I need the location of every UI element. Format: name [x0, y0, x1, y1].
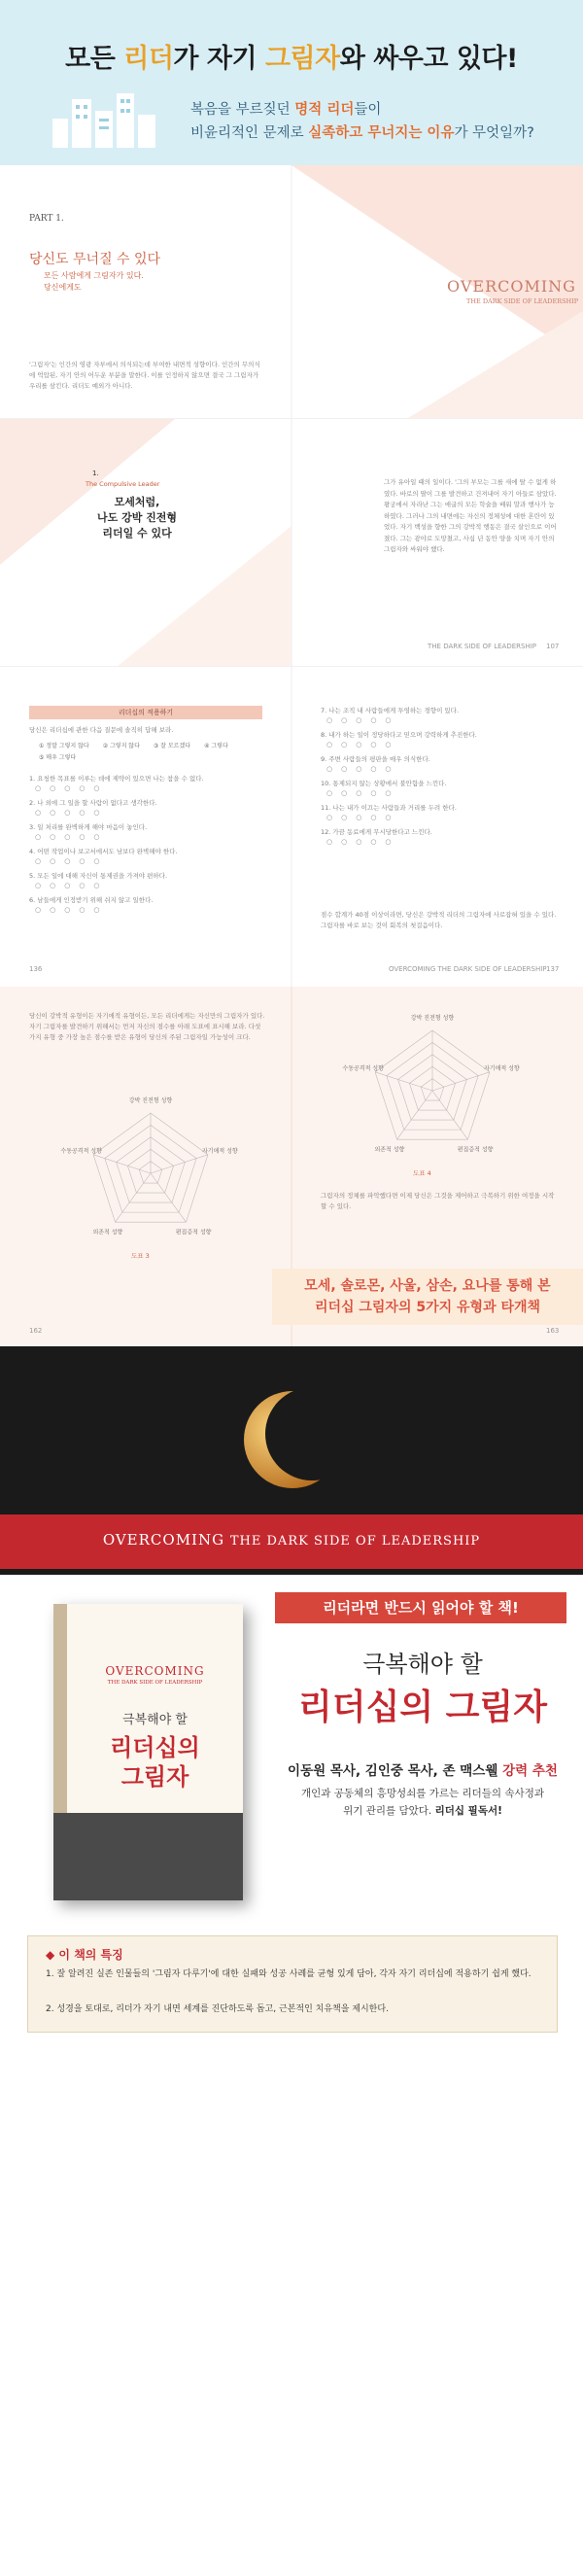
big-title-1: 극복해야 할	[362, 1651, 483, 1678]
book-logo: OVERCOMING	[447, 277, 576, 296]
question-text: 7. 나는 조직 내 사람들에게 투영하는 경향이 있다.	[321, 707, 460, 714]
radar-label: 강박 진전형 성향	[410, 1015, 455, 1022]
radar-axis	[432, 1091, 467, 1139]
chapter-sub-1: 모든 사람에게 그림자가 있다.	[44, 271, 144, 280]
book-mockup	[53, 1604, 243, 1900]
body-left: 당신이 강박적 유형이든 자기애적 유형이든, 모든 리더에게는 자신만의 그림자가 있다. 자기 그림자를 발견하기 위해서는 먼저 자신의 점수를 아래 도표에 표시해 보라. 다섯 가지 유형 중 가장 높은 점수를 받은 유형이 당신의 주된 그림자일 가능성이 크다.	[29, 1012, 265, 1041]
chart-caption-right: 도표 4	[413, 1169, 431, 1177]
question-item	[29, 822, 267, 841]
book-mockup-band	[53, 1813, 243, 1900]
feature-item-1: 1. 잘 알려진 실존 인물들의 '그림자 다루기'에 대한 실패와 성공 사례를 균형 있게 담아, 각자 자기 리더십에 적용하기 쉽게 했다.	[46, 1969, 532, 1979]
radar-label: 편집증적 성향	[457, 1146, 494, 1154]
answer-circles: ○○○○○	[326, 838, 400, 846]
question-item	[321, 803, 559, 821]
question-text: 1. 요청한 목표를 이루는 데에 제약이 있으면 나는 참을 수 없다.	[29, 775, 204, 783]
promo-header	[0, 0, 583, 165]
answer-circles: ○○○○○	[35, 882, 109, 889]
city-buildings-icon	[51, 89, 159, 150]
question-text: 5. 모든 일에 대해 자신이 통제권을 가져야 편하다.	[29, 872, 168, 880]
answer-circles: ○○○○○	[35, 906, 109, 914]
answer-circles: ○○○○○	[326, 765, 400, 773]
book-mockup-kor2: 리더십의	[110, 1734, 200, 1761]
chapter-label: The Compulsive Leader	[86, 480, 160, 488]
page-number: 107	[546, 643, 560, 650]
header-title: 모든 리더가 자기 그림자와 싸우고 있다!	[65, 44, 518, 74]
chapter-num: 1.	[92, 470, 99, 477]
answer-circles: ○○○○○	[326, 741, 400, 748]
question-item	[29, 774, 267, 792]
question-item	[29, 895, 267, 914]
page-number-left: 136	[29, 965, 43, 973]
feature-box	[27, 1935, 558, 2033]
answer-circles: ○○○○○	[35, 809, 109, 817]
part-label: PART 1.	[29, 214, 64, 224]
question-text: 10. 통제되지 않는 상황에서 불안함을 느낀다.	[321, 780, 447, 787]
answer-circles: ○○○○○	[35, 833, 109, 841]
question-item	[29, 871, 267, 889]
answer-circles: ○○○○○	[35, 784, 109, 792]
question-item	[321, 827, 559, 846]
book-mockup-kor3: 그림자	[120, 1763, 189, 1791]
description: 개인과 공동체의 흥망성쇠를 가르는 리더들의 속사정과 위기 관리를 담았다. 리더십 필독서!	[301, 1788, 544, 1817]
body-right: 그림자의 정체를 파악했다면 이제 당신은 그것을 제어하고 극복하기 위한 여정을 시작할 수 있다.	[321, 1192, 555, 1210]
radar-label: 편집증적 성향	[175, 1229, 212, 1236]
book-spread-1	[0, 165, 583, 418]
radar-label: 의존적 성향	[374, 1146, 405, 1154]
question-text: 8. 내가 하는 일이 정당하다고 믿으며 강력하게 추진한다.	[321, 731, 477, 739]
big-title-2: 리더십의 그림자	[298, 1687, 547, 1727]
book-cover-section	[0, 1346, 583, 2061]
chapter-body: 그가 유아일 때의 일이다. '그의 부모는 그를 새에 탈 수 없게 하였다. 바로의 딸이 그를 발견하고 건져내어 자기 아들로 삼았다. 왕궁에서 자라난 그는 애굽의 모든 학술을 배워 말과 행사가 능하였다. 그러나 그의 내면에는 자신의 정체성에 대한 혼란이 있었다. 자기 백성을 향한 그의 강박적 행동은 결국 살인으로 이어졌다. 그는 광야로 도망쳤고, 사십 년 동안 양을 치며 자기 안의 그림자와 싸워야 했다.	[384, 478, 557, 553]
question-list-left	[29, 774, 267, 920]
answer-options: ① 정말 그렇지 않다 ② 그렇지 않다 ③ 잘 모르겠다 ④ 그렇다 ⑤ 매우 그렇다	[39, 743, 228, 761]
answer-circles: ○○○○○	[326, 814, 400, 821]
chapter-sub-2: 당신에게도	[44, 283, 82, 292]
question-text: 4. 어떤 작업이나 보고서에서도 남보다 완벽해야 한다.	[29, 848, 178, 855]
question-item	[321, 754, 559, 773]
book-spread-4	[0, 987, 583, 1346]
page-number-left: 162	[29, 1327, 43, 1335]
header-subtitle: 복음을 부르짖던 명적 리더들이 비윤리적인 문제로 실족하고 무너지는 이유가 무엇일까?	[190, 102, 534, 141]
question-text: 11. 나는 내가 이끄는 사람들과 거리를 두려 한다.	[321, 804, 457, 812]
question-item	[29, 847, 267, 865]
radar-label: 수동공격적 성향	[60, 1147, 102, 1155]
radar-label: 강박 진전형 성향	[128, 1097, 173, 1104]
feature-title: ◆ 이 책의 특징	[46, 1948, 123, 1962]
radar-label: 자기애적 성향	[201, 1147, 238, 1155]
feature-item-2: 2. 성경을 토대로, 리더가 자기 내면 세계를 진단하도록 돕고, 근본적인 치유책을 제시한다.	[46, 2004, 389, 2014]
book-logo-sub: THE DARK SIDE OF LEADERSHIP	[466, 297, 579, 305]
chart-caption-left: 도표 3	[131, 1252, 150, 1260]
question-text: 12. 가끔 동료에게 무시당한다고 느낀다.	[321, 828, 432, 836]
radar-chart-right	[335, 1001, 530, 1166]
radar-axis	[397, 1091, 432, 1139]
radar-axis	[151, 1155, 208, 1173]
question-item	[321, 730, 559, 748]
question-text: 6. 남들에게 인정받기 위해 쉬지 않고 일한다.	[29, 896, 154, 904]
radar-axis	[93, 1155, 151, 1173]
answer-circles: ○○○○○	[35, 857, 109, 865]
radar-label: 자기애적 성향	[483, 1064, 520, 1072]
book-spread-2	[0, 418, 583, 666]
recommend-banner: 리더라면 반드시 읽어야 할 책!	[275, 1592, 566, 1623]
radar-chart-left	[53, 1084, 248, 1249]
question-text: 2. 나 외에 그 일을 할 사람이 없다고 생각한다.	[29, 799, 157, 807]
eclipse-moon-icon	[238, 1385, 347, 1494]
question-item	[321, 779, 559, 797]
highlight-callout: 모세, 솔로몬, 사울, 삼손, 요나를 통해 본 리더십 그림자의 5가지 유형과 타개책	[272, 1269, 583, 1325]
radar-axis	[375, 1072, 432, 1091]
radar-label: 수동공격적 성향	[342, 1064, 384, 1072]
radar-axis	[151, 1173, 186, 1222]
book-mockup-title: OVERCOMING	[105, 1664, 205, 1678]
page-footer: THE DARK SIDE OF LEADERSHIP	[428, 643, 537, 650]
radar-axis	[116, 1173, 151, 1222]
question-item	[321, 706, 559, 724]
radar-label: 의존적 성향	[92, 1229, 123, 1236]
radar-axis	[432, 1072, 490, 1091]
exercise-intro: 당신은 리더십에 관한 다음 질문에 솔직히 답해 보라.	[29, 726, 174, 734]
endorsement: 이동원 목사, 김인중 목사, 존 맥스웰 강력 추천	[288, 1763, 558, 1779]
book-mockup-kor1: 극복해야 할	[122, 1713, 188, 1727]
diamond-icon: ◆	[46, 1948, 55, 1962]
page-number-right: 163	[546, 1327, 560, 1335]
question-list-right	[321, 706, 559, 852]
chapter-paragraph: '그림자'는 인간의 영광 자부에서 의식되는데 부여한 내면적 성향이다. 인간의 무의식에 억압된, 자기 안의 어두운 부분을 말한다. 이를 인정하지 않으면 결국 그 그림자가 우리를 삼킨다. 리더도 예외가 아니다.	[29, 361, 260, 390]
question-text: 3. 일 처리를 완벽하게 해야 마음이 놓인다.	[29, 823, 148, 831]
page-footer: OVERCOMING THE DARK SIDE OF LEADERSHIP	[389, 965, 547, 973]
question-item	[29, 798, 267, 817]
question-text: 9. 주변 사람들의 평판을 매우 의식한다.	[321, 755, 430, 763]
exercise-note: 점수 합계가 40점 이상이라면, 당신은 강박적 리더의 그림자에 사로잡혀 있을 수 있다. 그림자를 바로 보는 것이 회복의 첫걸음이다.	[321, 911, 557, 929]
book-mockup-sub: THE DARK SIDE OF LEADERSHIP	[107, 1680, 203, 1686]
exercise-title: 리더십의 적용하기	[29, 706, 262, 719]
book-spread-3	[0, 666, 583, 987]
page-number-right: 137	[546, 965, 560, 973]
answer-circles: ○○○○○	[326, 789, 400, 797]
chapter-heading: 당신도 무너질 수 있다	[29, 252, 161, 267]
chapter-title: 모세처럼, 나도 강박 진전형 리더일 수 있다	[97, 496, 178, 540]
answer-circles: ○○○○○	[326, 716, 400, 724]
cover-title: OVERCOMING THE DARK SIDE OF LEADERSHIP	[102, 1531, 481, 1549]
